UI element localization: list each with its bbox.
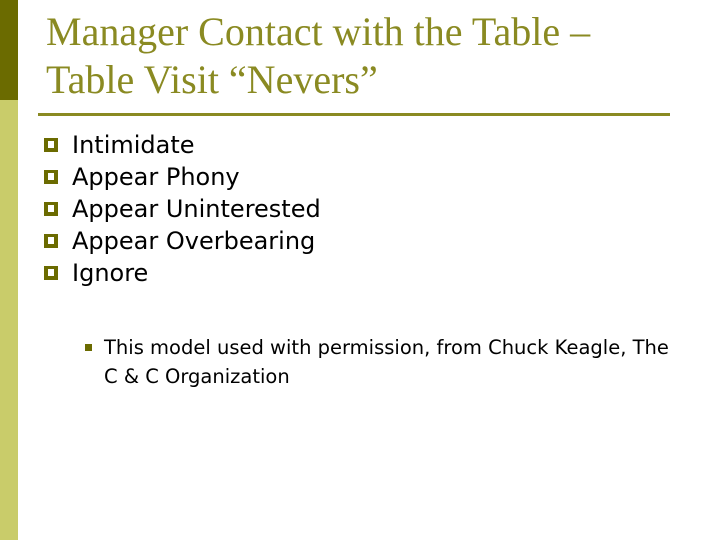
bullet-item: [44, 225, 684, 257]
bullet-text: Appear Phony: [72, 163, 240, 191]
sub-bullet-text: This model used with permission, from Chuck Keagle, The C & C Organization: [104, 336, 669, 388]
bullet-text: Intimidate: [72, 131, 195, 159]
slide-title-line-2: Table Visit “Nevers”: [46, 57, 378, 102]
bullet-item: [44, 257, 684, 289]
bullet-item: [44, 129, 684, 161]
sub-bullet-item: [85, 333, 685, 391]
bullet-text: Appear Overbearing: [72, 227, 316, 255]
bullet-text: Appear Uninterested: [72, 195, 321, 223]
side-accent-strip-light: [0, 100, 18, 540]
title-divider: [38, 113, 670, 116]
bullet-text: Ignore: [72, 259, 149, 287]
bullet-list: [44, 129, 684, 289]
hollow-square-bullet-icon: [44, 138, 58, 152]
hollow-square-bullet-icon: [44, 234, 58, 248]
bullet-item: [44, 161, 684, 193]
hollow-square-bullet-icon: [44, 202, 58, 216]
slide-title-line-1: Manager Contact with the Table –: [46, 9, 591, 54]
hollow-square-bullet-icon: [44, 170, 58, 184]
filled-square-bullet-icon: [85, 344, 92, 351]
side-accent-strip-dark: [0, 0, 18, 100]
bullet-item: [44, 193, 684, 225]
slide-title: [46, 8, 696, 104]
hollow-square-bullet-icon: [44, 266, 58, 280]
